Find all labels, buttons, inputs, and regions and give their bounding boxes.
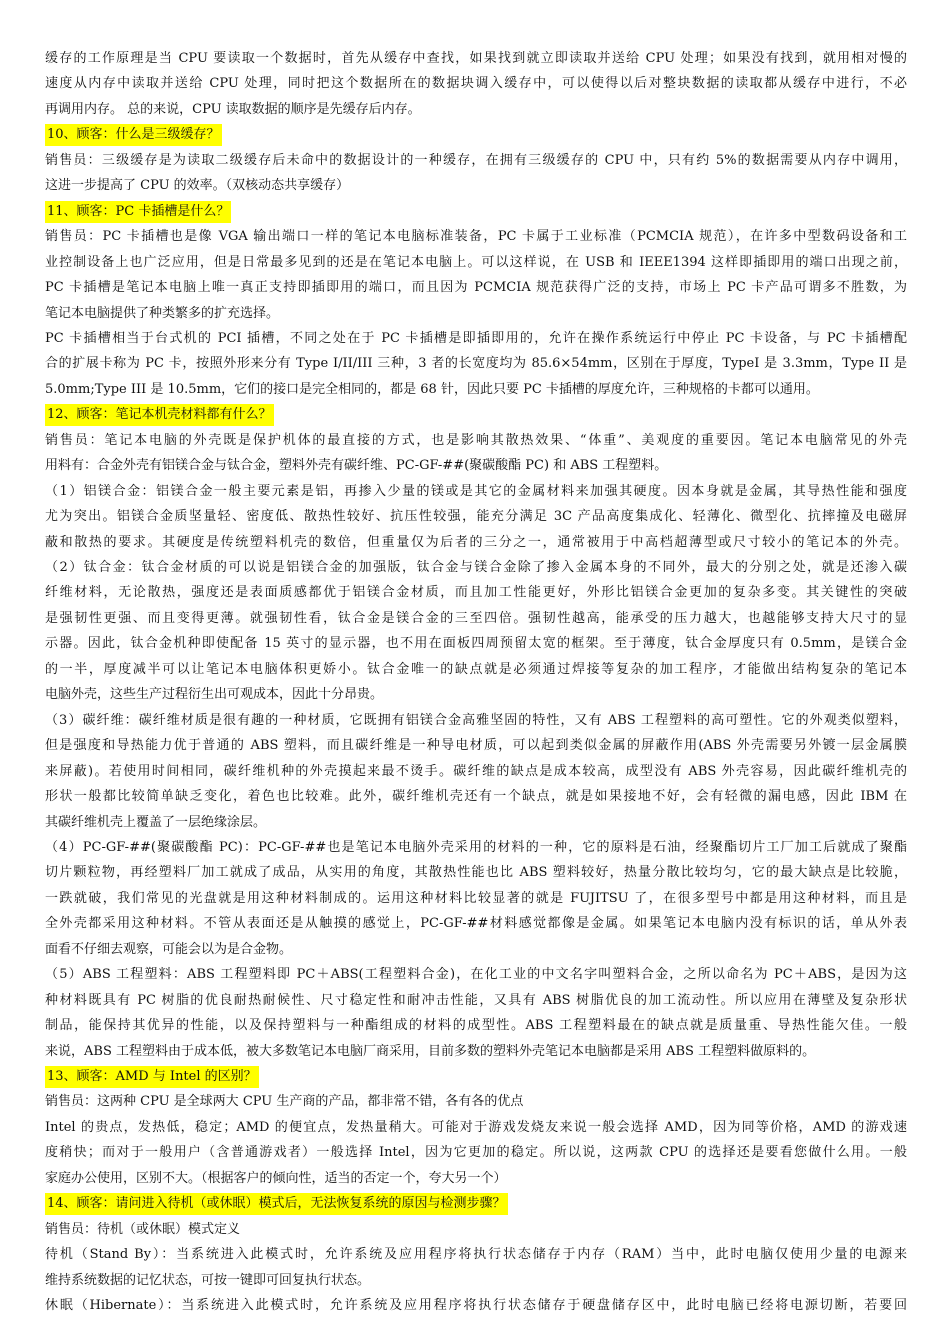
body-text-line: 一跌就破，我们常见的光盘就是用这种材料制成的。运用这种材料比较显著的就是 FUJITSU 了，在很多型号中都是用这种材料，而且是	[45, 890, 907, 906]
body-text-line: PC 卡插槽相当于台式机的 PCI 插槽，不同之处在于 PC 卡插槽是即插即用的，允许在操作系统运行中停止 PC 卡设备，与 PC 卡插槽配	[45, 330, 907, 346]
body-text-line: 来说，ABS 工程塑料由于成本低，被大多数笔记本电脑厂商采用，目前多数的塑料外壳笔记本电脑都是采用 ABS 工程塑料做原料的。	[45, 1043, 816, 1059]
body-text-line: 度稍快；而对于一般用户（含普通游戏者）一般选择 Intel，因为它更加的稳定。所以说，这两款 CPU 的选择还是要看您做什么用。一般	[45, 1145, 907, 1161]
body-text-line: 电脑外壳，这些生产过程衍生出可观成本，因此十分昂贵。	[45, 687, 384, 703]
body-text-line: 示器。因此，钛合金机种即使配备 15 英寸的显示器，也不用在面板四周预留太宽的框架。至于薄度，钛合金厚度只有 0.5mm，是镁合金	[45, 636, 907, 652]
body-text-line: 面看不仔细去观察，可能会以为是合金物。	[45, 941, 293, 957]
body-text-line: 速度从内存中读取并送给 CPU 处理，同时把这个数据所在的数据块调入缓存中，可以使得以后对整块数据的读取都从缓存中进行，不必	[45, 76, 907, 92]
body-text-line: 用料有：合金外壳有铝镁合金与钛合金，塑料外壳有碳纤维、PC-GF-##(聚碳酸酯 PC) 和 ABS 工程塑料。	[45, 458, 668, 474]
body-text-line: 待机（Stand By）：当系统进入此模式时，允许系统及应用程序将执行状态储存于内存（RAM）当中，此时电脑仅使用少量的电源来	[45, 1247, 907, 1263]
body-text-line: （4）PC-GF-##(聚碳酸酯 PC)：PC-GF-##也是笔记本电脑外壳采用的材料的一种，它的原料是石油，经聚酯切片工厂加工后就成了聚酯	[45, 839, 907, 855]
body-text-line: 其碳纤维机壳上覆盖了一层绝缘涂层。	[45, 814, 267, 830]
body-text-line: 种材料既具有 PC 树脂的优良耐热耐候性、尺寸稳定性和耐冲击性能，又具有 ABS 树脂优良的加工流动性。所以应用在薄壁及复杂形状	[45, 992, 907, 1008]
body-text-line: 是强韧性更强、而且变得更薄。就强韧性看，钛合金是镁合金的三至四倍。强韧性越高，能承受的压力越大，也越能够支持大尺寸的显	[45, 610, 907, 626]
body-text-line: 的一半，厚度减半可以让笔记本电脑体积更娇小。钛合金唯一的缺点就是必须通过焊接等复杂的加工程序，才能做出结构复杂的笔记本	[45, 661, 907, 677]
question-heading	[45, 1193, 907, 1215]
body-text-line: 销售员：PC 卡插槽也是像 VGA 输出端口一样的笔记本电脑标准装备，PC 卡属于工业标准（PCMCIA 规范），在许多中型数码设备和工	[45, 229, 907, 245]
body-text-line: Intel 的贵点，发热低，稳定；AMD 的便宜点，发热量稍大。可能对于游戏发烧友来说一般会选择 AMD，因为同等价格，AMD 的游戏速	[45, 1119, 907, 1135]
question-heading-text: 12、顾客：笔记本机壳材料都有什么？	[45, 404, 274, 426]
question-heading-text: 10、顾客：什么是三级缓存？	[45, 124, 222, 146]
body-text-line: 但是强度和导热能力优于普通的 ABS 塑料，而且碳纤维是一种导电材质，可以起到类似金属的屏蔽作用(ABS 外壳需要另外镀一层金属膜	[45, 738, 907, 754]
body-text-line: 销售员：三级缓存是为读取二级缓存后未命中的数据设计的一种缓存，在拥有三级缓存的 CPU 中，只有约 5%的数据需要从内存中调用，	[45, 152, 907, 168]
body-text-line: 家庭办公使用，区别不大。（根据客户的倾向性，适当的否定一个，夸大另一个）	[45, 1170, 507, 1186]
body-text-line: 切片颗粒物，再经塑料厂加工就成了成品，从实用的角度，其散热性能也比 ABS 塑料较好，热量分散比较均匀，它的最大缺点是比较脆，	[45, 865, 907, 881]
body-text-line: 5.0mm;Type III 是 10.5mm，它们的接口是完全相同的，都是 68 针，因此只要 PC 卡插槽的厚度允许，三种规格的卡都可以通用。	[45, 381, 819, 397]
body-text-line: 笔记本电脑提供了种类繁多的扩充选择。	[45, 305, 280, 321]
body-text-line: （3）碳纤维：碳纤维材质是很有趣的一种材质，它既拥有铝镁合金高雅坚固的特性，又有 ABS 工程塑料的高可塑性。它的外观类似塑料，	[45, 712, 907, 728]
body-text-line: 制品，能保持其优异的性能，以及保持塑料与一种酯组成的材料的成型性。ABS 工程塑料最在的缺点就是质量重、导热性能欠佳。一般	[45, 1018, 907, 1034]
body-text-line: 销售员：笔记本电脑的外壳既是保护机体的最直接的方式，也是影响其散热效果、“体重”、美观度的重要因。笔记本电脑常见的外壳	[45, 432, 907, 448]
body-text-line: （1）铝镁合金：铝镁合金一般主要元素是铝，再掺入少量的镁或是其它的金属材料来加强其硬度。因本身就是金属，其导热性能和强度	[45, 483, 907, 499]
body-text-line: PC 卡插槽是笔记本电脑上唯一真正支持即插即用的端口，而且因为 PCMCIA 规范获得广泛的支持，市场上 PC 卡产品可谓多不胜数，为	[45, 280, 907, 296]
question-heading	[45, 404, 907, 426]
body-text-line: 维持系统数据的记忆状态，可按一键即可回复执行状态。	[45, 1272, 371, 1288]
body-text-line: 尤为突出。铝镁合金质坚量轻、密度低、散热性较好、抗压性较强，能充分满足 3C 产品高度集成化、轻薄化、微型化、抗摔撞及电磁屏	[45, 509, 907, 525]
body-text-line: 休眠（Hibernate）：当系统进入此模式时，允许系统及应用程序将执行状态储存于硬盘储存区中，此时电脑已经将电源切断，若要回	[45, 1298, 907, 1314]
body-text-line: 再调用内存。 总的来说，CPU 读取数据的顺序是先缓存后内存。	[45, 101, 421, 117]
body-text-line: 这进一步提高了 CPU 的效率。（双核动态共享缓存）	[45, 178, 350, 194]
body-text-line: 业控制设备上也广泛应用，但是日常最多见到的还是在笔记本电脑上。可以这样说，在 USB 和 IEEE1394 这样即插即用的端口出现之前，	[45, 254, 907, 270]
body-text-line: 蔽和散热的要求。其硬度是传统塑料机壳的数倍，但重量仅为后者的三分之一，通常被用于中高档超薄型或尺寸较小的笔记本的外壳。	[45, 534, 907, 550]
body-text-line: 销售员：待机（或休眠）模式定义	[45, 1221, 241, 1237]
body-text-line: （2）钛合金：钛合金材质的可以说是铝镁合金的加强版，钛合金与镁合金除了掺入金属本身的不同外，最大的分别之处，就是还渗入碳	[45, 560, 907, 575]
body-text-line: 纤维材料，无论散热，强度还是表面质感都优于铝镁合金材质，而且加工性能更好，外形比铝镁合金更加的复杂多变。其关键性的突破	[45, 585, 907, 601]
body-text-line: 销售员：这两种 CPU 是全球两大 CPU 生产商的产品，都非常不错，各有各的优点	[45, 1094, 524, 1110]
question-heading-text: 14、顾客：请问进入待机（或休眠）模式后，无法恢复系统的原因与检测步骤？	[45, 1193, 508, 1215]
question-heading	[45, 201, 907, 223]
body-text-line: （5）ABS 工程塑料：ABS 工程塑料即 PC＋ABS(工程塑料合金)，在化工业的中文名字叫塑料合金，之所以命名为 PC＋ABS，是因为这	[45, 967, 907, 983]
body-text-line: 全外壳都采用这种材料。不管从表面还是从触摸的感觉上，PC-GF-##材料感觉都像是金属。如果笔记本电脑内没有标识的话，单从外表	[45, 916, 907, 932]
question-heading-text: 11、顾客：PC 卡插槽是什么？	[45, 201, 231, 223]
body-text-line: 缓存的工作原理是当 CPU 要读取一个数据时，首先从缓存中查找，如果找到就立即读取并送给 CPU 处理；如果没有找到，就用相对慢的	[45, 51, 907, 66]
question-heading	[45, 1066, 907, 1088]
question-heading-text: 13、顾客：AMD 与 Intel 的区别？	[45, 1066, 259, 1088]
body-text-line: 形状一般都比较简单缺乏变化，着色也比较难。此外，碳纤维机壳还有一个缺点，就是如果接地不好，会有轻微的漏电感，因此 IBM 在	[45, 789, 907, 805]
body-text-line: 来屏蔽)。若使用时间相同，碳纤维机种的外壳摸起来最不烫手。碳纤维的缺点是成本较高，成型没有 ABS 外壳容易，因此碳纤维机壳的	[45, 763, 907, 779]
body-text-line: 合的扩展卡称为 PC 卡，按照外形来分有 Type I/II/III 三种，3 者的长宽度均为 85.6×54mm，区别在于厚度，TypeI 是 3.3mm，Type II 是	[45, 356, 907, 372]
question-heading	[45, 124, 907, 146]
